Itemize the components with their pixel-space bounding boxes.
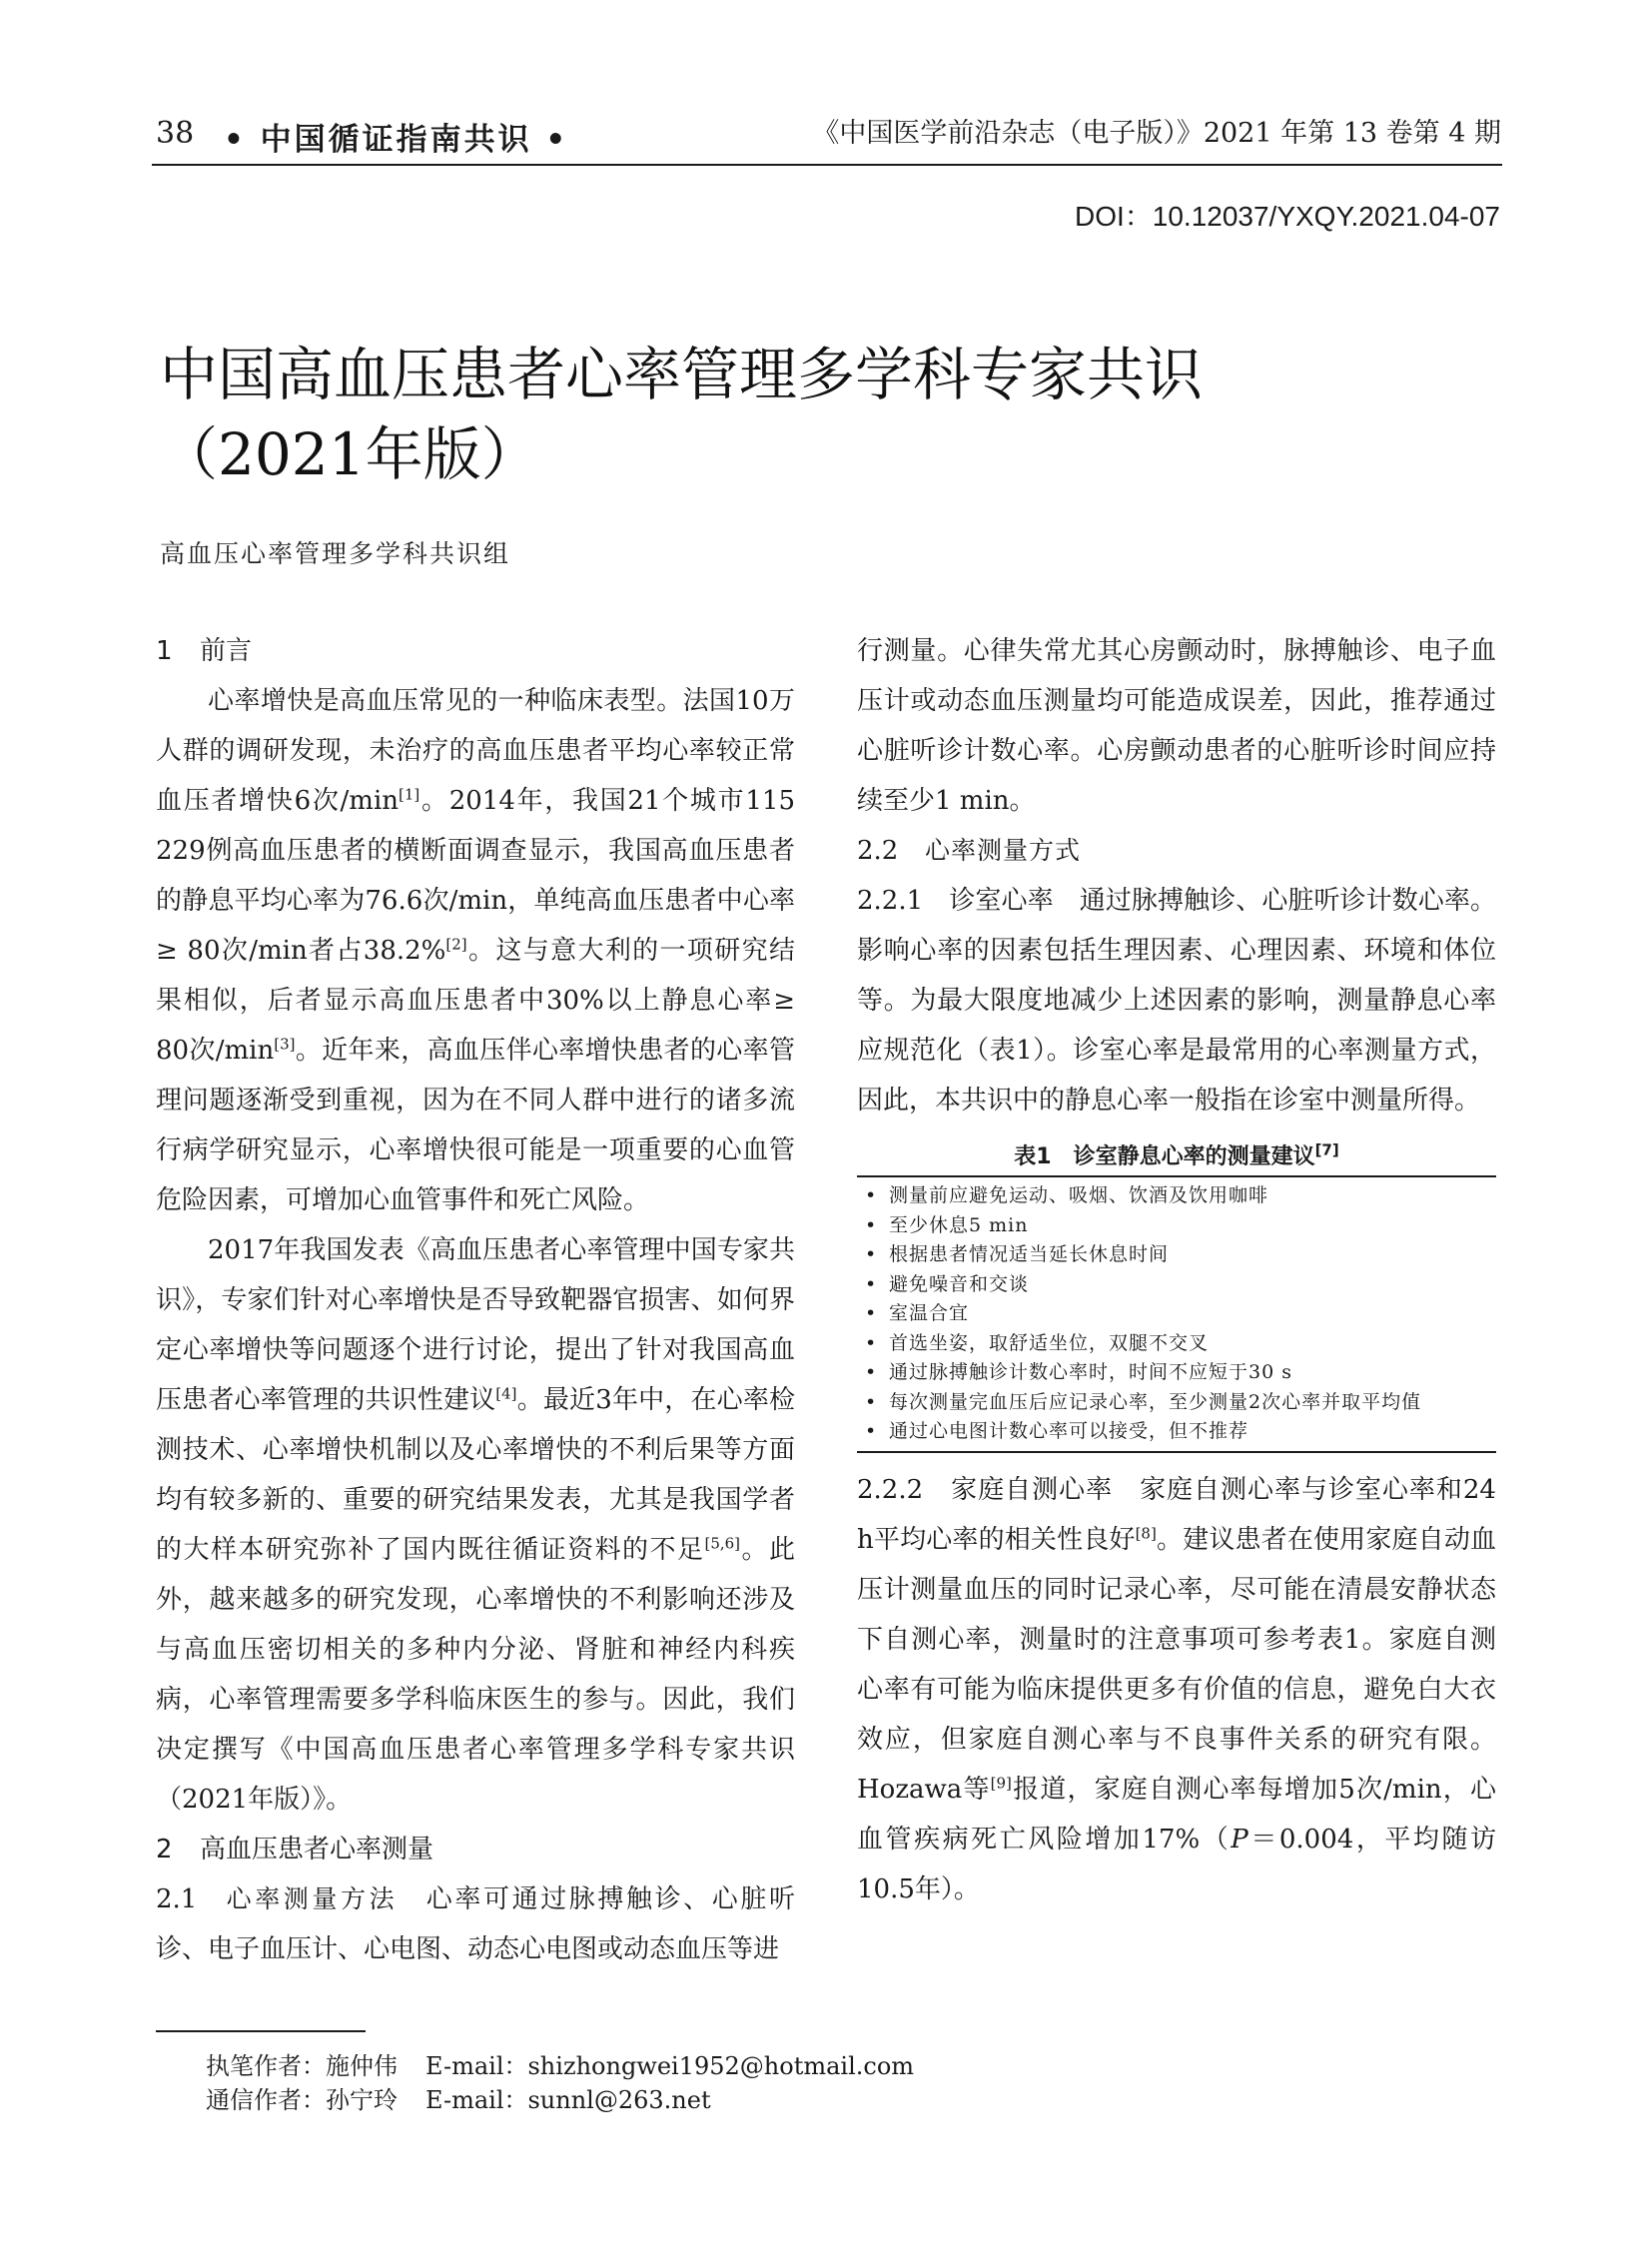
author-group: 高血压心率管理多学科共识组 — [160, 539, 511, 568]
text-run: 2017年我国发表《高血压患者心率管理中国专家共识》，专家们针对心率增快是否导致靶器官损害、如何界定心率增快等问题逐个进行讨论，提出了针对我国高血压患者心率管理的共识性建议 — [156, 1235, 795, 1415]
section-1-heading — [156, 626, 795, 676]
footnote-rule — [156, 2030, 366, 2032]
paragraph-intro-2 — [156, 1225, 795, 1825]
subsection-title: 诊室心率 — [949, 886, 1054, 916]
article-title — [160, 335, 1203, 494]
journal-citation: 《中国医学前沿杂志（电子版）》2021 年第 13 卷第 4 期 — [812, 118, 1501, 149]
subsection-2-1-continued: 行测量。心律失常尤其心房颤动时，脉搏触诊、电子血压计或动态血压测量均可能造成误差，因此，推荐通过心脏听诊计数心率。心房颤动患者的心脏听诊时间应持续至少1 min。 — [857, 636, 1496, 816]
table-1 — [857, 1139, 1496, 1453]
table-item — [857, 1329, 1496, 1359]
bullet-icon: • — [865, 1302, 878, 1324]
caption-text: 表1 诊室静息心率的测量建议 — [1014, 1144, 1315, 1169]
subsection-number: 2.1 — [156, 1884, 198, 1914]
table-item-text: 首选坐姿，取舒适坐位，双腿不交叉 — [889, 1331, 1210, 1354]
text-run: 。此外，越来越多的研究发现，心率增快的不利影响还涉及与高血压密切相关的多种内分泌、肾脏和神经内科疾病，心率管理需要多学科临床医生的参与。因此，我们决定撰写《中国高血压患者心率管理多学科专家共识（2021年版）》。 — [156, 1535, 795, 1815]
text-run: ＝0.004，平均随访10.5年）。 — [857, 1824, 1496, 1904]
citation-ref: [9] — [990, 1773, 1012, 1792]
table-item — [857, 1211, 1496, 1241]
citation-ref: [3] — [274, 1035, 296, 1054]
text-run: 。建议患者在使用家庭自动血压计测量血压的同时记录心率，尽可能在清晨安静状态下自测心率，测量时的注意事项可参考表1。家庭自测心率有可能为临床提供更多有价值的信息，避免白大衣效应，但家庭自测心率与不良事件关系的研究有限。Hozawa等 — [857, 1524, 1496, 1805]
section-2-heading — [156, 1825, 795, 1874]
table-items — [857, 1177, 1496, 1451]
bullet-icon: • — [865, 1213, 878, 1236]
table-item — [857, 1417, 1496, 1447]
table-item-text: 通过脉搏触诊计数心率时，时间不应短于30 s — [889, 1361, 1292, 1383]
footnote-writer — [206, 2049, 914, 2083]
text-run: 。这与意大利的一项研究结果相似，后者显示高血压患者中30%以上静息心率≥ 80次/min — [156, 936, 795, 1066]
bullet-icon: • — [865, 1331, 878, 1354]
bullet-icon: • — [865, 1361, 878, 1383]
table-item — [857, 1388, 1496, 1418]
left-column — [156, 626, 795, 1974]
table-caption — [857, 1139, 1496, 1175]
text-run: 。2014年，我国21个城市115 229例高血压患者的横断面调查显示，我国高血压患者的静息平均心率为76.6次/min，单纯高血压患者中心率≥ 80次/min者占38.2% — [156, 786, 795, 966]
citation-ref: [4] — [495, 1384, 517, 1403]
header-rule — [152, 164, 1502, 166]
table-item-text: 室温合宜 — [889, 1302, 970, 1324]
text-run: 家庭自测心率与诊室心率和24 h平均心率的相关性良好 — [857, 1474, 1496, 1555]
citation-ref: [8] — [1135, 1523, 1157, 1542]
table-item — [857, 1240, 1496, 1270]
bullet-icon: • — [865, 1272, 878, 1295]
bullet-icon: • — [865, 1184, 878, 1206]
section-number: 1 — [156, 636, 173, 666]
doi: DOI：10.12037/YXQY.2021.04-07 — [1074, 201, 1500, 232]
section-title: 高血压患者心率测量 — [200, 1835, 434, 1865]
citation-ref: [5,6] — [704, 1534, 741, 1553]
title-line-1: 中国高血压患者心率管理多学科专家共识 — [160, 341, 1204, 408]
running-head: • 中国循证指南共识 • — [224, 122, 569, 158]
subsection-number: 2.2.2 — [857, 1474, 924, 1505]
table-bottom-rule — [857, 1451, 1496, 1453]
text-run: 。近年来，高血压伴心率增快患者的心率管理问题逐渐受到重视，因为在不同人群中进行的诸多流行病学研究显示，心率增快很可能是一项重要的心血管危险因素，可增加心血管事件和死亡风险。 — [156, 1036, 795, 1215]
paragraph-intro-1 — [156, 676, 795, 1225]
table-item — [857, 1299, 1496, 1329]
table-item-text: 避免噪音和交谈 — [889, 1272, 1030, 1295]
section-number: 2 — [156, 1835, 173, 1865]
writer-email: E-mail：shizhongwei1952@hotmail.com — [425, 2052, 915, 2080]
writer-label: 执笔作者：施仲伟 — [206, 2052, 398, 2080]
subsection-2-2 — [857, 826, 1496, 876]
table-item-text: 通过心电图计数心率可以接受，但不推荐 — [889, 1420, 1249, 1442]
table-item-text: 根据患者情况适当延长休息时间 — [889, 1243, 1170, 1265]
corresponding-email: E-mail：sunnl@263.net — [425, 2086, 711, 2114]
bullet-icon: • — [865, 1420, 878, 1442]
table-item — [857, 1270, 1496, 1300]
footnote-corresponding — [206, 2083, 711, 2117]
text-run: 心率增快是高血压常见的一种临床表型。法国10万人群的调研发现，未治疗的高血压患者平均心率较正常血压者增快6次/min — [156, 686, 795, 816]
subsection-title: 家庭自测心率 — [951, 1474, 1114, 1505]
citation-ref: [1] — [399, 785, 420, 804]
text-run: 通过脉搏触诊、心脏听诊计数心率。影响心率的因素包括生理因素、心理因素、环境和体位等。为最大限度地减少上述因素的影响，测量静息心率应规范化（表1）。诊室心率是最常用的心率测量方式，因此，本共识中的静息心率一般指在诊室中测量所得。 — [857, 886, 1496, 1116]
subsection-title: 心率测量方法 — [224, 1884, 399, 1913]
corresponding-label: 通信作者：孙宁玲 — [206, 2086, 398, 2114]
subsection-2-1 — [156, 1874, 795, 1974]
section-title: 前言 — [200, 636, 253, 666]
citation-ref: [2] — [445, 935, 467, 954]
text-run: 报道，家庭自测心率每增加5次/min，心血管疾病死亡风险增加17%（ — [857, 1774, 1496, 1855]
table-item-text: 至少休息5 min — [889, 1213, 1029, 1236]
table-item-text: 测量前应避免运动、吸烟、饮酒及饮用咖啡 — [889, 1184, 1269, 1206]
subsection-2-2-2 — [857, 1465, 1496, 1914]
table-item — [857, 1181, 1496, 1211]
bullet-icon: • — [865, 1243, 878, 1265]
p-value-symbol: P — [1231, 1824, 1248, 1855]
subsection-number: 2.2.1 — [857, 886, 924, 916]
title-line-2: （2021年版） — [160, 420, 539, 488]
subsection-number: 2.2 — [857, 836, 899, 866]
text-run: 心率可通过脉搏触诊、心脏听诊、电子血压计、心电图、动态心电图或动态血压等进 — [156, 1884, 795, 1964]
subsection-2-2-1 — [857, 876, 1496, 1125]
table-item — [857, 1358, 1496, 1388]
right-column — [857, 626, 1496, 1914]
subsection-title: 心率测量方式 — [925, 836, 1082, 865]
bullet-icon: • — [865, 1390, 878, 1413]
table-item-text: 每次测量完血压后应记录心率，至少测量2次心率并取平均值 — [889, 1390, 1422, 1413]
page-number: 38 — [156, 116, 195, 151]
text-run: 。最近3年中，在心率检测技术、心率增快机制以及心率增快的不利后果等方面均有较多新的、重要的研究结果发表，尤其是我国学者的大样本研究弥补了国内既往循证资料的不足 — [156, 1385, 795, 1565]
citation-ref: [7] — [1314, 1140, 1339, 1159]
